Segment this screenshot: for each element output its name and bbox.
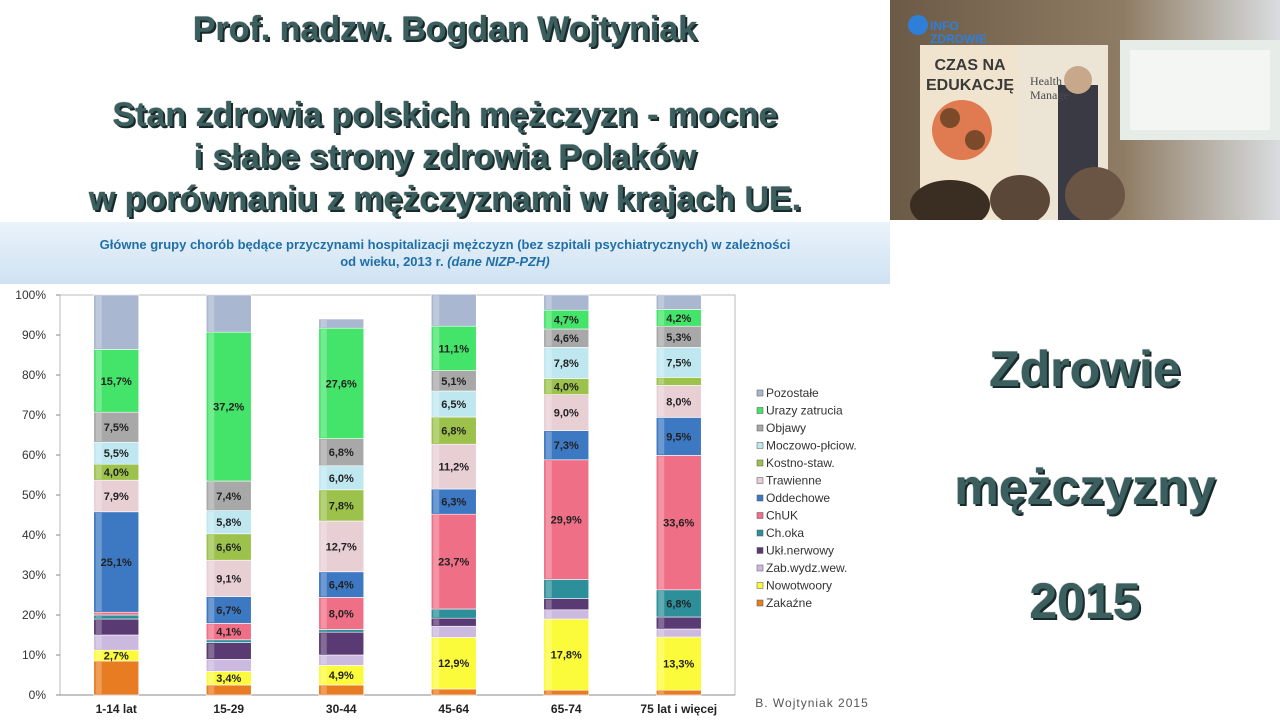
bar-segment-highlight [208, 686, 214, 694]
data-label: 25,1% [100, 557, 132, 569]
legend-label: Trawienne [766, 473, 822, 488]
side-word-2: mężczyzny [954, 459, 1216, 515]
slide-title-area [0, 0, 890, 220]
side-word-3: 2015 [1029, 573, 1141, 629]
y-tick-label: 50% [21, 488, 46, 502]
data-label: 7,4% [216, 490, 242, 503]
legend-label: Pozostałe [766, 386, 819, 400]
talk-title-line-3: w porównaniu z mężczyznami w krajach UE. [88, 180, 802, 218]
bar-segment-highlight [208, 296, 214, 331]
legend-swatch [757, 548, 763, 554]
legend-swatch [757, 408, 763, 414]
data-label: 6,6% [216, 542, 242, 554]
bar-segment-highlight [658, 618, 664, 628]
bar-segment-highlight [321, 633, 327, 654]
bar-segment-highlight [321, 598, 327, 628]
legend-label: Ch.oka [766, 526, 805, 540]
bar-segment-highlight [546, 580, 552, 597]
bar-segment-highlight [96, 296, 102, 348]
data-label: 29,9% [550, 514, 582, 527]
video-banner-text-2: EDUKACJĘ [925, 77, 1015, 94]
bar-segment-highlight [321, 630, 327, 631]
bar-segment-highlight [546, 600, 552, 609]
data-label: 7,5% [666, 357, 692, 370]
bar-segment-highlight [658, 296, 664, 308]
data-label: 27,6% [325, 378, 357, 391]
bar-segment-highlight [321, 666, 327, 684]
data-label: 6,4% [328, 579, 354, 592]
video-logo-text-1: INFO [930, 19, 959, 33]
legend-swatch [757, 495, 763, 501]
legend-label: Urazy zatrucia [766, 403, 843, 418]
y-tick-label: 10% [21, 648, 46, 662]
bar-segment-highlight [208, 561, 214, 595]
video-logo-text-2: ZDROWIE [930, 32, 987, 46]
data-label: 11,1% [438, 343, 470, 356]
legend-label: Kostno-staw. [766, 456, 835, 470]
data-label: 2,7% [103, 650, 129, 663]
bar-segment-highlight [208, 641, 214, 642]
x-tick-label: 65-74 [550, 702, 582, 716]
legend-label: Nowotwoory [766, 578, 833, 593]
stacked-bar-chart [0, 284, 890, 720]
data-label: 6,8% [328, 447, 354, 460]
data-label: 6,0% [328, 472, 354, 485]
data-label: 5,8% [216, 517, 242, 530]
x-tick-label: 75 lat i więcej [640, 702, 718, 716]
talk-title-line-1: Stan zdrowia polskich mężczyzn - mocne [112, 96, 778, 134]
bar-segment-highlight [658, 378, 664, 384]
plot-frame [60, 295, 735, 695]
data-label: 6,3% [441, 496, 467, 509]
y-tick-label: 80% [21, 368, 46, 382]
bar-segment-highlight [433, 490, 439, 513]
data-label: 6,8% [666, 598, 692, 611]
bar-segment-highlight [546, 396, 552, 430]
bar-segment-highlight [658, 591, 664, 616]
data-label: 13,3% [663, 658, 695, 671]
bar-segment-highlight [546, 380, 552, 394]
data-label: 6,5% [441, 399, 467, 411]
bar-segment-highlight [208, 644, 214, 659]
data-label: 3,4% [216, 673, 242, 686]
data-label: 5,1% [441, 375, 467, 388]
bar-segment-highlight [433, 372, 439, 390]
data-label: 15,7% [100, 375, 132, 388]
data-label: 7,8% [328, 500, 354, 513]
bar-segment-highlight [658, 348, 664, 376]
bar-segment-highlight [546, 296, 552, 309]
speaker-video-frame [890, 0, 1280, 220]
speaker-video [890, 0, 1280, 220]
legend-swatch [757, 600, 763, 606]
chart-title-line-1: Główne grupy chorób będące przyczynami hospitalizacji mężczyzn (bez szpitali psychiatrycznych) w zależności [99, 237, 791, 252]
chart-title-line-2 [0, 254, 890, 269]
bar-segment-highlight [433, 690, 439, 694]
legend-swatch [757, 513, 763, 519]
data-label: 8,0% [328, 608, 354, 621]
bar-segment-highlight [96, 613, 102, 614]
data-label: 12,9% [438, 658, 470, 671]
legend-layer [757, 386, 857, 610]
bar-segment-highlight [546, 691, 552, 694]
bar-segment-highlight [658, 310, 664, 325]
y-tick-label: 20% [21, 608, 46, 622]
data-label: 4,7% [553, 314, 579, 327]
data-label: 6,7% [216, 605, 242, 617]
data-label: 5,5% [103, 448, 129, 461]
bar-segment-highlight [96, 616, 102, 618]
chart-area [0, 284, 890, 720]
bar-segment-highlight [321, 491, 327, 520]
bar-segment-highlight [546, 432, 552, 459]
bar-segment-highlight [546, 611, 552, 618]
data-label: 17,8% [550, 649, 582, 662]
y-tick-label: 90% [21, 328, 46, 342]
y-tick-label: 30% [21, 568, 46, 582]
bar-segment-highlight [658, 418, 664, 454]
y-tick-label: 60% [21, 448, 46, 462]
bar-segment-highlight [208, 512, 214, 533]
y-tick-label: 70% [21, 408, 46, 422]
data-label: 11,2% [438, 461, 470, 474]
bar-segment-highlight [96, 465, 102, 479]
bar-segment-highlight [321, 686, 327, 694]
bar-segment-highlight [96, 481, 102, 511]
data-label: 6,8% [441, 425, 467, 438]
bar-segment-highlight [208, 598, 214, 623]
data-label: 33,6% [663, 517, 695, 530]
bar-segment-highlight [96, 636, 102, 649]
data-label: 7,9% [103, 491, 129, 503]
legend-label: Oddechowe [766, 491, 831, 505]
y-tick-label: 0% [28, 688, 46, 702]
data-label: 7,5% [103, 422, 129, 435]
bar-segment-highlight [321, 320, 327, 327]
legend-swatch [757, 425, 763, 431]
legend-label: Zakaźne [766, 596, 813, 610]
bar-segment-highlight [321, 440, 327, 465]
chart-title-source: (dane NIZP-PZH) [447, 254, 550, 269]
video-banner-text-4: Manage [1030, 88, 1069, 102]
legend-swatch [757, 460, 763, 466]
bar-segment-highlight [658, 386, 664, 416]
data-label: 9,0% [553, 407, 579, 420]
bar-segment-highlight [433, 610, 439, 617]
data-label: 8,0% [666, 396, 692, 409]
bar-segment-highlight [96, 443, 102, 463]
x-tick-label: 45-64 [438, 702, 470, 716]
bar-segment-highlight [658, 327, 664, 346]
y-tick-label: 100% [15, 288, 46, 302]
chart-header [0, 222, 890, 284]
bar-segment-highlight [96, 662, 102, 694]
data-label: 4,0% [103, 467, 129, 480]
data-label: 37,2% [213, 401, 245, 414]
chart-footer: B. Wojtyniak 2015 [755, 696, 869, 710]
y-tick-label: 40% [21, 528, 46, 542]
bar-segment-highlight [321, 656, 327, 664]
bar-segment-highlight [96, 413, 102, 441]
legend-swatch [757, 565, 763, 571]
x-tick-label: 1-14 lat [95, 702, 137, 716]
bar-segment-highlight [208, 660, 214, 670]
author-name: Prof. nadzw. Bogdan Wojtyniak [192, 10, 698, 48]
bar-segment-highlight [546, 330, 552, 346]
legend-label: ChUK [766, 508, 799, 523]
data-label: 4,2% [666, 312, 692, 325]
legend-swatch [757, 530, 763, 536]
bar-segment-highlight [96, 620, 102, 634]
data-label: 9,5% [666, 431, 692, 444]
bar-segment-highlight [433, 627, 439, 636]
legend-swatch [757, 583, 763, 589]
bar-segment-highlight [208, 624, 214, 638]
x-tick-label: 30-44 [325, 702, 357, 716]
bar-segment-highlight [208, 535, 214, 559]
legend-label: Zab.wydz.wew. [766, 561, 848, 575]
bar-segment-highlight [321, 573, 327, 597]
x-tick-label: 15-29 [213, 702, 245, 716]
data-label: 23,7% [438, 556, 470, 569]
data-label: 7,3% [553, 440, 579, 453]
bar-segment-highlight [433, 619, 439, 625]
bar-segment-highlight [433, 295, 439, 325]
bar-segment-highlight [658, 691, 664, 694]
bar-segment-highlight [546, 348, 552, 377]
side-word-1: Zdrowie [989, 341, 1181, 397]
bar-segment-highlight [96, 651, 102, 660]
legend-swatch [757, 443, 763, 449]
data-label: 12,7% [325, 541, 357, 554]
legend-swatch [757, 478, 763, 484]
data-label: 7,8% [553, 358, 579, 370]
legend-label: Objawy [766, 421, 807, 435]
legend-swatch [757, 390, 763, 396]
data-label: 4,0% [553, 381, 579, 394]
bar-segment-highlight [321, 467, 327, 489]
video-banner-text-1: CZAS NA [934, 57, 1006, 74]
data-label: 4,6% [553, 333, 579, 346]
bar-segment-highlight [658, 630, 664, 636]
data-label: 9,1% [216, 573, 242, 586]
bar-segment-highlight [208, 482, 214, 510]
data-label: 4,9% [328, 670, 354, 683]
video-banner-text-3: Health [1030, 74, 1062, 88]
talk-title-line-2: i słabe strony zdrowia Polaków [193, 138, 697, 176]
bar-segment-highlight [546, 311, 552, 328]
bar-segment-highlight [208, 672, 214, 684]
bar-segment-highlight [433, 392, 439, 416]
legend-label: Ukł.nerwowy [766, 543, 835, 558]
chart-title-date: od wieku, 2013 r. [340, 254, 444, 269]
data-label: 5,3% [666, 331, 692, 344]
legend-label: Moczowo-płciow. [766, 438, 857, 453]
bar-segment-highlight [433, 418, 439, 443]
data-label: 4,1% [216, 626, 242, 639]
